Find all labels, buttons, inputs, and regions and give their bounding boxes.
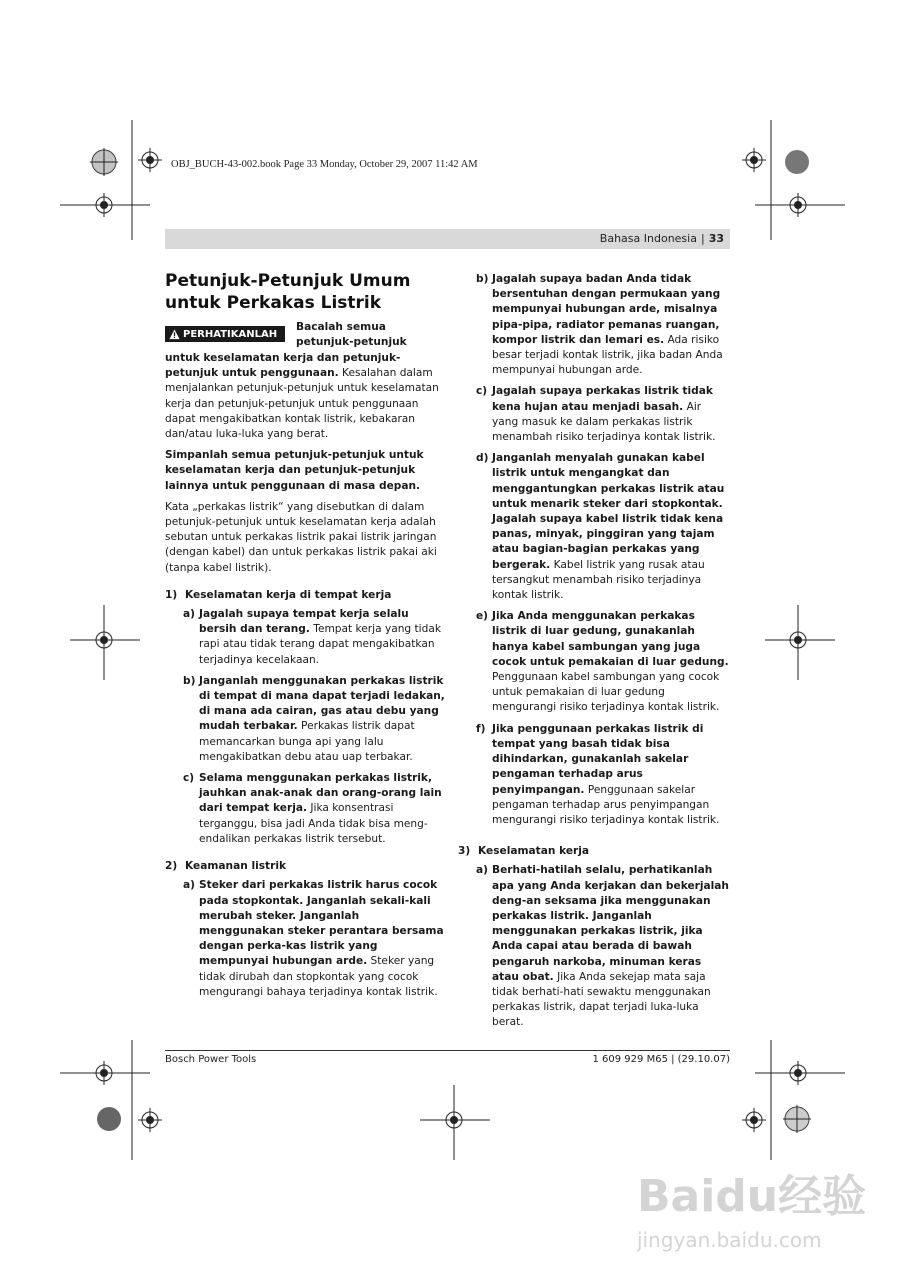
registration-target-icon <box>782 1104 812 1134</box>
registration-target-icon <box>786 628 810 652</box>
item-text: Air yang masuk ke dalam perkakas listrik menambah risiko terjadinya kontak listrik. <box>492 400 716 444</box>
item-marker: b) <box>476 273 489 285</box>
registration-target-icon <box>742 1108 766 1132</box>
item-bold: Jagalah supaya perkakas listrik tidak kena hujan atau menjadi basah. <box>492 385 713 413</box>
item-bold: Jika Anda menggunakan perkakas listrik di luar gedung, gunakanlah hanya kabel sambungan yang juga cocok untuk pemakaian di luar gedung. <box>492 610 729 668</box>
section-heading <box>458 844 730 859</box>
header-separator: | <box>700 232 705 245</box>
warning-lead-first <box>296 320 446 350</box>
item-bold: Jagalah supaya badan Anda tidak bersentuhan dengan permukaan yang mempunyai hubungan arde, misalnya pipa-pipa, radiator pemanas ruangan, kompor listrik dan lemari es. <box>492 273 721 346</box>
registration-target-icon <box>786 1061 810 1085</box>
warning-badge <box>165 326 285 342</box>
item-text: Steker yang tidak dirubah dan stopkontak yang cocok mengurangi bahaya terjadinya kontak listrik. <box>199 955 438 998</box>
registration-target-icon <box>138 148 162 172</box>
warning-lead-bold-first: Bacalah semua petunjuk-petunjuk <box>296 321 407 349</box>
item-bold: Janganlah menyalah gunakan kabel listrik untuk mengangkat dan menggantungkan perkakas listrik atau untuk menarik steker dari stopkontak. Jagalah supaya kabel listrik tidak kena panas, minyak, pinggiran yang tajam atau bagian-bagian perkakas yang bergerak. <box>492 452 725 571</box>
list-item <box>183 607 445 668</box>
item-marker: a) <box>183 879 195 892</box>
registration-target-icon <box>92 628 116 652</box>
warning-lead-bold-rest: untuk keselamatan kerja dan petunjuk-petunjuk untuk penggunaan. <box>165 352 401 380</box>
list-item <box>183 878 445 1000</box>
section-heading <box>165 588 445 603</box>
footer-brand: Bosch Power Tools <box>165 1054 257 1065</box>
item-marker: c) <box>476 385 488 398</box>
page-number: 33 <box>708 232 724 245</box>
section-heading <box>165 859 445 874</box>
section-items <box>165 878 445 1000</box>
warning-badge-label: PERHATIKANLAH <box>183 328 278 340</box>
registration-target-icon <box>782 147 812 177</box>
item-bold: Jagalah supaya tempat kerja selalu bersih dan terang. <box>199 608 409 636</box>
keep-notice: Simpanlah semua petunjuk-petunjuk untuk keselamatan kerja dan petunjuk-petunjuk lainnya untuk penggunaan di masa depan. <box>165 449 424 492</box>
list-item <box>183 771 445 847</box>
header-text <box>600 232 724 245</box>
item-marker: a) <box>183 608 195 621</box>
registration-target-icon <box>138 1108 162 1132</box>
footer-doc-number: 1 609 929 M65 | (29.10.07) <box>592 1054 730 1065</box>
warning-triangle-icon <box>169 329 180 340</box>
left-column <box>165 351 445 1006</box>
watermark <box>637 1160 867 1270</box>
item-text: Jika konsentrasi terganggu, bisa jadi Anda tidak bisa meng-endalikan perkakas listrik tersebut. <box>199 802 428 845</box>
section-items <box>165 607 445 847</box>
item-text: Ada risiko besar terjadi kontak listrik, jika badan Anda mempunyai hubungan arde. <box>492 333 723 377</box>
registration-target-icon <box>89 147 119 177</box>
item-bold: Jika penggunaan perkakas listrik di tempat yang basah tidak bisa dihindarkan, gunakanlah sakelar pengaman terhadap arus penyimpangan. <box>492 722 704 796</box>
watermark-brand: Baidu经验 <box>637 1171 867 1222</box>
running-header <box>165 229 730 249</box>
item-text: Perkakas listrik dapat memancarkan bunga api yang lalu mengakibatkan debu atau uap terbakar. <box>199 720 415 763</box>
registration-target-icon <box>92 1061 116 1085</box>
registration-target-icon <box>94 1104 124 1134</box>
item-marker: c) <box>183 772 195 785</box>
registration-target-icon <box>742 148 766 172</box>
item-text: Jika Anda sekejap mata saja tidak berhati-hati sewaktu menggunakan perkakas listrik, dapat terjadi luka-luka berat. <box>492 970 711 1029</box>
item-bold: Janganlah menggunakan perkakas listrik di tempat di mana dapat terjadi ledakan, di mana ada cairan, gas atau debu yang mudah terbakar. <box>199 674 445 733</box>
section-number: 1) <box>165 588 178 601</box>
section-number: 2) <box>165 860 178 873</box>
right-column <box>458 272 730 1037</box>
item-marker: b) <box>183 674 196 687</box>
page-title: Petunjuk-Petunjuk Umum untuk Perkakas Listrik <box>165 271 411 313</box>
section-title: Keamanan listrik <box>185 860 286 873</box>
item-bold: Berhati-hatilah selalu, perhatikanlah apa yang Anda kerjakan dan bekerjalah deng-an seksama jika menggunakan perkakas listrik. Janganlah menggunakan perkakas listrik, jika Anda capai atau berada di bawah pengaruh narkoba, minuman keras atau obat. <box>492 864 729 983</box>
item-marker: f) <box>476 722 486 735</box>
item-text: Penggunaan sakelar pengaman terhadap arus penyimpangan mengurangi risiko terjadinya kontak listrik. <box>492 783 720 826</box>
section-number: 3) <box>458 845 471 858</box>
list-item <box>183 674 445 765</box>
list-item <box>476 451 730 603</box>
registration-target-icon <box>92 193 116 217</box>
item-marker: a) <box>476 864 488 877</box>
registration-target-icon <box>442 1108 466 1132</box>
list-item <box>476 722 730 828</box>
section-title: Keselamatan kerja di tempat kerja <box>185 588 392 601</box>
list-item <box>476 609 730 715</box>
item-text: Kabel listrik yang rusak atau tersangkut menambah risiko terjadinya kontak listrik. <box>492 558 705 602</box>
list-item <box>476 384 730 445</box>
warning-lead-text: Kesalahan dalam menjalankan petunjuk-petunjuk untuk keselamatan kerja dan petunjuk-petunjuk untuk penggunaan dapat mengakibatkan kontak listrik, kebakaran dan/atau luka-luka yang berat. <box>165 367 439 441</box>
list-item <box>476 272 730 378</box>
watermark-url: jingyan.baidu.com <box>637 1228 822 1252</box>
footer-rule <box>165 1050 730 1051</box>
header-language: Bahasa Indonesia <box>599 232 697 245</box>
section-title: Keselamatan kerja <box>478 845 590 858</box>
list-item <box>476 863 730 1030</box>
item-text: Tempat kerja yang tidak rapi atau tidak terang dapat mengakibatkan terjadinya kecelakaan. <box>199 623 441 666</box>
item-marker: e) <box>476 610 489 623</box>
item-bold: Steker dari perkakas listrik harus cocok pada stopkontak. Janganlah sekali-kali merubah steker. Janganlah menggunakan steker perantara bersama dengan perka-kas listrik yang mempunyai hubungan arde. <box>199 879 444 968</box>
definition-paragraph: Kata „perkakas listrik“ yang disebutkan di dalam petunjuk-petunjuk untuk keselamatan kerja adalah sebutan untuk perkakas listrik pakai listrik jaringan (dengan kabel) dan untuk perkakas listrik pakai aki (tanpa kabel listrik). <box>165 500 437 574</box>
item-text: Penggunaan kabel sambungan yang cocok untuk pemakaian di luar gedung mengurangi risiko terjadinya kontak listrik. <box>492 671 720 714</box>
warning-paragraph <box>165 351 445 442</box>
print-info: OBJ_BUCH-43-002.book Page 33 Monday, October 29, 2007 11:42 AM <box>171 159 478 170</box>
registration-target-icon <box>786 193 810 217</box>
item-marker: d) <box>476 452 489 465</box>
item-bold: Selama menggunakan perkakas listrik, jauhkan anak-anak dan orang-orang lain dari tempat kerja. <box>199 772 442 815</box>
